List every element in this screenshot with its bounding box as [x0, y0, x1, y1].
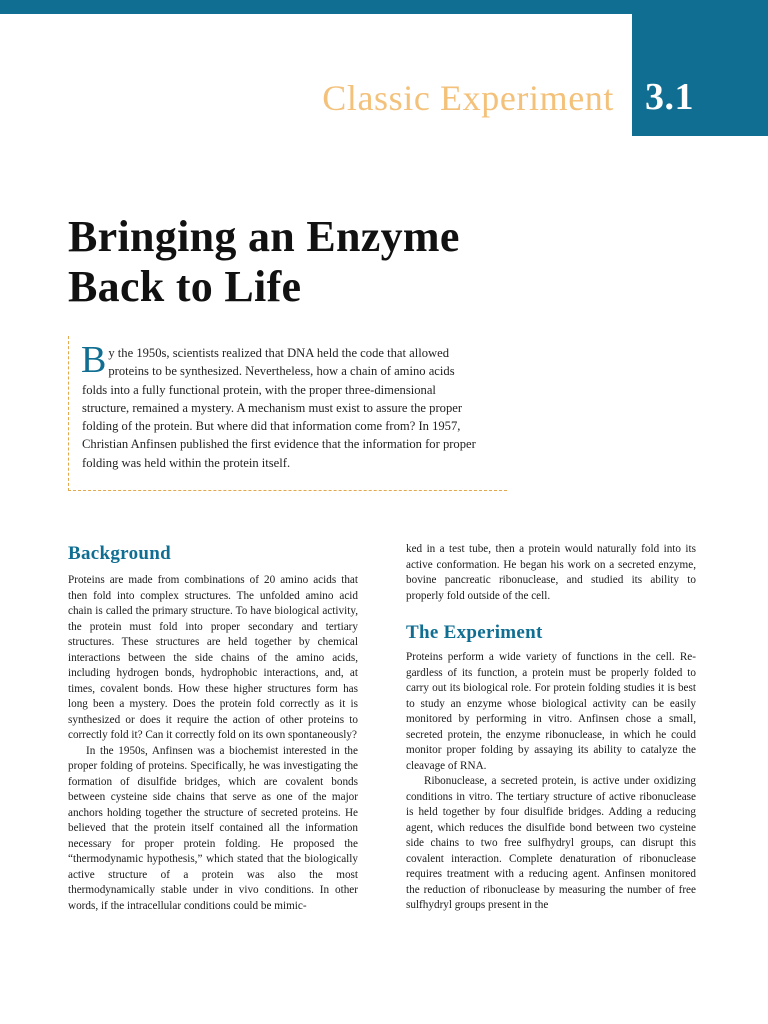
experiment-paragraph-1: Proteins perform a wide variety of functions in the cell. Regardless of its function, a protein must be properly folded to carry out its biological role. For protein folding studies it is best to study an enzyme whose biological activity can be easily monitored by performing in vitro. Anfinsen chose a small, secreted protein, the enzyme ribonuclease, in which he could monitor proper folding by assaying its ability to catalyze the cleavage of RNA.	[406, 651, 696, 772]
experiment-heading: The Experiment	[406, 622, 543, 643]
left-column	[68, 542, 358, 914]
background-heading: Background	[68, 543, 171, 564]
title-line-2: Back to Life	[68, 262, 302, 311]
background-continued-paragraph: ked in a test tube, then a protein would naturally fold into its active conformation. He began his work on a secreted enzyme, bovine pancreatic ribonuclease, and studied its ability to properly fold outside of the cell.	[406, 543, 696, 602]
article-title	[68, 212, 628, 312]
background-paragraph-1: Proteins are made from combinations of 20 amino acids that then fold into complex structures. The unfolded amino acid chain is called the primary structure. To have biological activity, the protein must fold into proper secondary and tertiary structures. These structures are held together by chemical interactions between the side chains of the amino acids, including hydrogen bonds, hydrophobic interactions, and, at times, covalent bonds. How these higher structures form has long been a mystery. Does the protein fold correctly as it is synthesized or does it require the action of other proteins to correctly fold it? Can it correctly fold on its own spontaneously?	[68, 574, 358, 741]
section-number: 3.1	[645, 76, 694, 118]
experiment-paragraph-2: Ribonuclease, a secreted protein, is active under oxidizing conditions in vitro. The tertiary structure of active ribonuclease is held together by four disulfide bridges. Adding a reducing agent, which reduces the disulfide bond between two cysteine side chains to two free sulfhydryl groups, can disrupt this covalent interaction. Complete denaturation of ribonuclease requires treatment with a reducing agent. Anfinsen monitored the reduction of ribonuclease by measuring the number of free sulfhydryl groups present in the	[406, 775, 696, 911]
intro-text: y the 1950s, scientists realized that DNA held the code that allowed proteins to be synthesized. Nevertheless, how a chain of amino acids folds into a fully functional protein, with the proper three-dimensional structure, remained a mystery. A mechanism must exist to assure the proper folding of the protein. But where did that information come from? In 1957, Christian Anfinsen published the first evidence that the information for proper folding was held within the protein itself.	[82, 346, 476, 470]
right-column	[406, 542, 696, 914]
top-color-bar	[0, 0, 632, 14]
intro-dropcap: B	[81, 339, 107, 381]
background-paragraph-2: In the 1950s, Anfinsen was a biochemist interested in the proper folding of proteins. Specifically, he was investigating the formation of disulfide bridges, which are covalent bonds between cysteine side chains that serve as one of the major anchors holding together the structure of secreted proteins. He believed that the protein itself contained all the information necessary for proper protein folding. He proposed the “thermodynamic hypothesis,” which stated that the biologically active structure of a protein was also the most thermodynamically stable under in vivo conditions. In other words, if the intracellular conditions could be mimic-	[68, 744, 358, 912]
title-line-1: Bringing an Enzyme	[68, 212, 460, 261]
intro-paragraph	[81, 339, 478, 472]
series-kicker: Classic Experiment	[322, 78, 614, 118]
